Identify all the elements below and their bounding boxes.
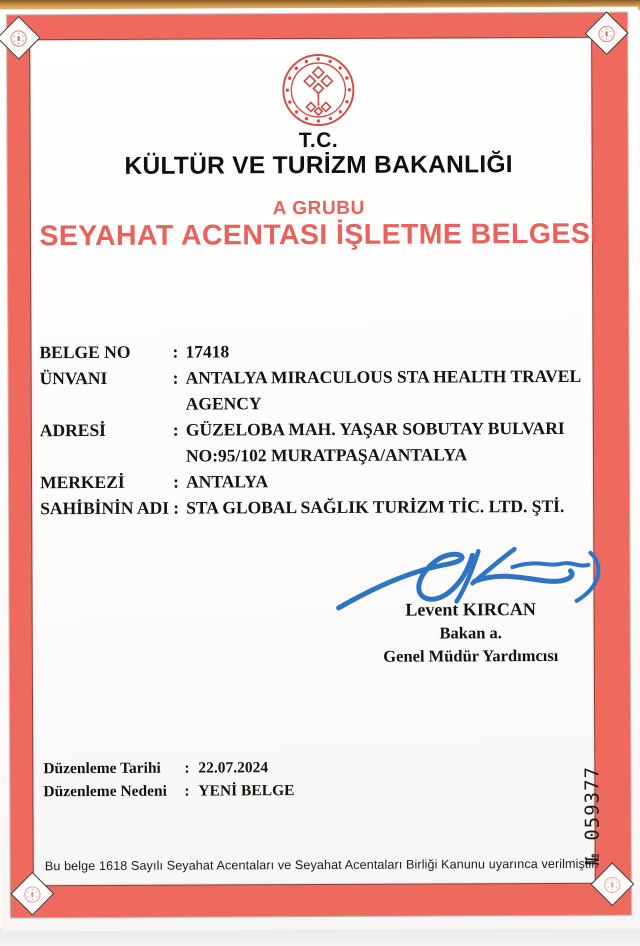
certificate-fields [39,337,590,521]
legal-note: Bu belge 1618 Sayılı Seyahat Acentaları ve Seyahat Acentaları Birliği Kanunu uyarınca verilmiştir. [44,856,599,874]
field-label: ADRESİ [39,419,107,441]
corner-seal-icon [23,885,41,903]
field-value: ANTALYA MIRACULOUS STA HEALTH TRAVEL AGENCY [185,365,581,414]
ministry-name: KÜLTÜR VE TURİZM BAKANLIĞI [124,151,513,180]
issue-label: Düzenleme Nedeni [43,782,167,801]
corner-seal-icon [10,29,28,47]
issue-row-date [43,755,463,780]
signature-block [341,598,601,668]
field-value: STA GLOBAL SAĞLIK TURİZM TİC. LTD. ŞTİ. [186,495,565,518]
agency-group: A GRUBU [272,197,365,220]
field-row-merkezi [40,467,590,495]
issue-row-reason [43,778,463,803]
ministry-emblem-icon [280,52,356,128]
certificate-title: SEYAHAT ACENTASI İŞLETME BELGESİ [39,217,599,253]
field-label: SAHİBİNİN ADI [40,497,170,519]
field-label: BELGE NO [39,341,131,363]
serial-number: № 059377 [581,766,604,866]
certificate-sheet [0,7,640,932]
field-colon: : [172,341,179,362]
signer-name: Levent KIRCAN [405,599,536,620]
field-colon: : [172,419,179,440]
field-colon: : [173,497,180,518]
field-label: ÜNVANI [39,367,108,389]
issue-value: YENİ BELGE [198,782,295,800]
field-row-belge-no [39,337,589,365]
issue-info [43,755,463,803]
issue-value: 22.07.2024 [198,759,269,777]
field-colon: : [172,367,179,388]
signer-on-behalf: Bakan a. [439,623,502,643]
corner-seal-icon [603,875,621,893]
issue-colon: : [184,782,190,800]
field-label: MERKEZİ [40,471,125,493]
republic-abbreviation: T.C. [298,128,339,153]
issue-label: Düzenleme Tarihi [43,759,161,778]
field-row-sahibinin-adi [40,493,590,521]
issue-colon: : [184,759,190,777]
signer-title: Genel Müdür Yardımcısı [383,645,559,666]
field-row-adresi [40,415,590,469]
field-value: 17418 [185,341,230,362]
corner-seal-icon [598,24,616,42]
field-value: ANTALYA [186,471,269,492]
field-value: GÜZELOBA MAH. YAŞAR SOBUTAY BULVARI NO:95/102 MURATPAŞA/ANTALYA [185,417,565,466]
field-colon: : [173,471,179,492]
field-row-unvani [40,363,590,417]
